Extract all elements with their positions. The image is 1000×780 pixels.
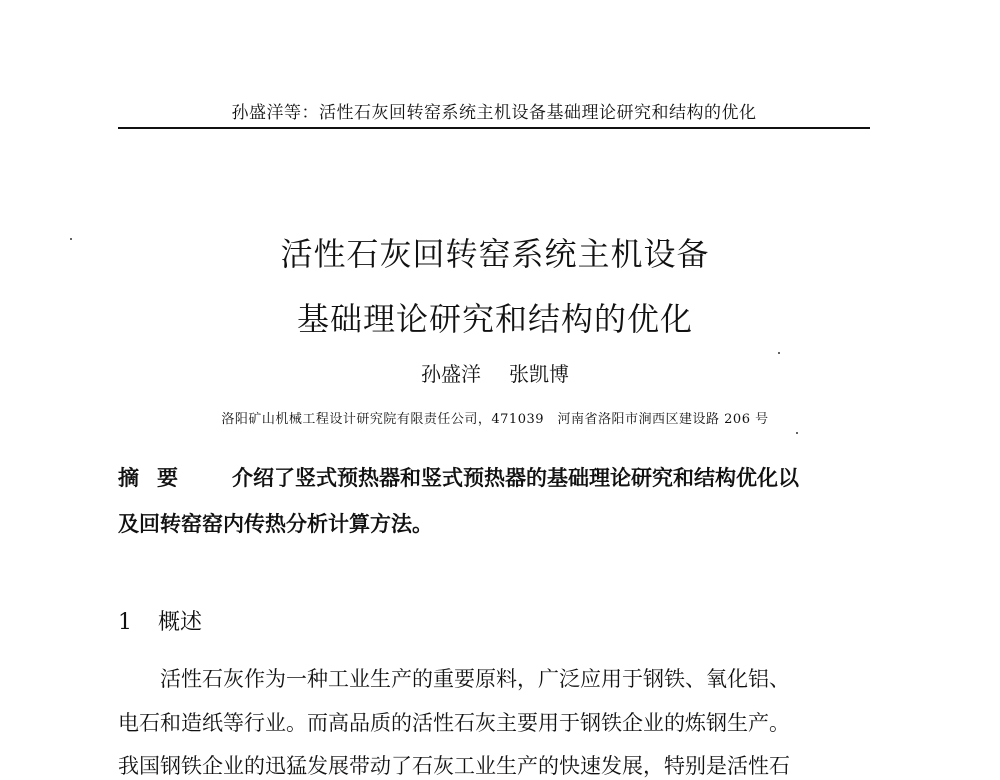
author-list [100, 358, 890, 387]
abstract-line-1 [118, 462, 873, 492]
scan-speck [70, 238, 72, 240]
body-text-line: 电石和造纸等行业。而高品质的活性石灰主要用于钢铁企业的炼钢生产。 [118, 711, 790, 735]
author-name: 孙盛洋 [421, 362, 481, 386]
abstract-text: 介绍了竖式预热器和竖式预热器的基础理论研究和结构优化以 [232, 465, 799, 490]
body-text-line: 我国钢铁企业的迅猛发展带动了石灰工业生产的快速发展，特别是活性石 [118, 754, 790, 778]
body-text-line: 活性石灰作为一种工业生产的重要原料，广泛应用于钢铁、氧化铝、 [160, 667, 790, 691]
abstract-label: 摘要 [118, 465, 196, 490]
abstract-line-2: 及回转窑窑内传热分析计算方法。 [118, 511, 433, 536]
header-rule [118, 127, 870, 129]
article-title-line-2: 基础理论研究和结构的优化 [296, 300, 693, 338]
section-heading [118, 605, 202, 636]
running-header: 孙盛洋等：活性石灰回转窑系统主机设备基础理论研究和结构的优化 [231, 103, 757, 123]
scan-speck [778, 352, 780, 354]
section-number: 1 [118, 610, 132, 635]
article-title-line-1: 活性石灰回转窑系统主机设备 [280, 235, 710, 273]
author-name: 张凯博 [509, 362, 569, 386]
author-affiliation: 洛阳矿山机械工程设计研究院有限责任公司，471039 河南省洛阳市涧西区建设路 206 号 [221, 412, 769, 427]
scan-speck [796, 432, 798, 434]
section-title: 概述 [158, 610, 203, 635]
